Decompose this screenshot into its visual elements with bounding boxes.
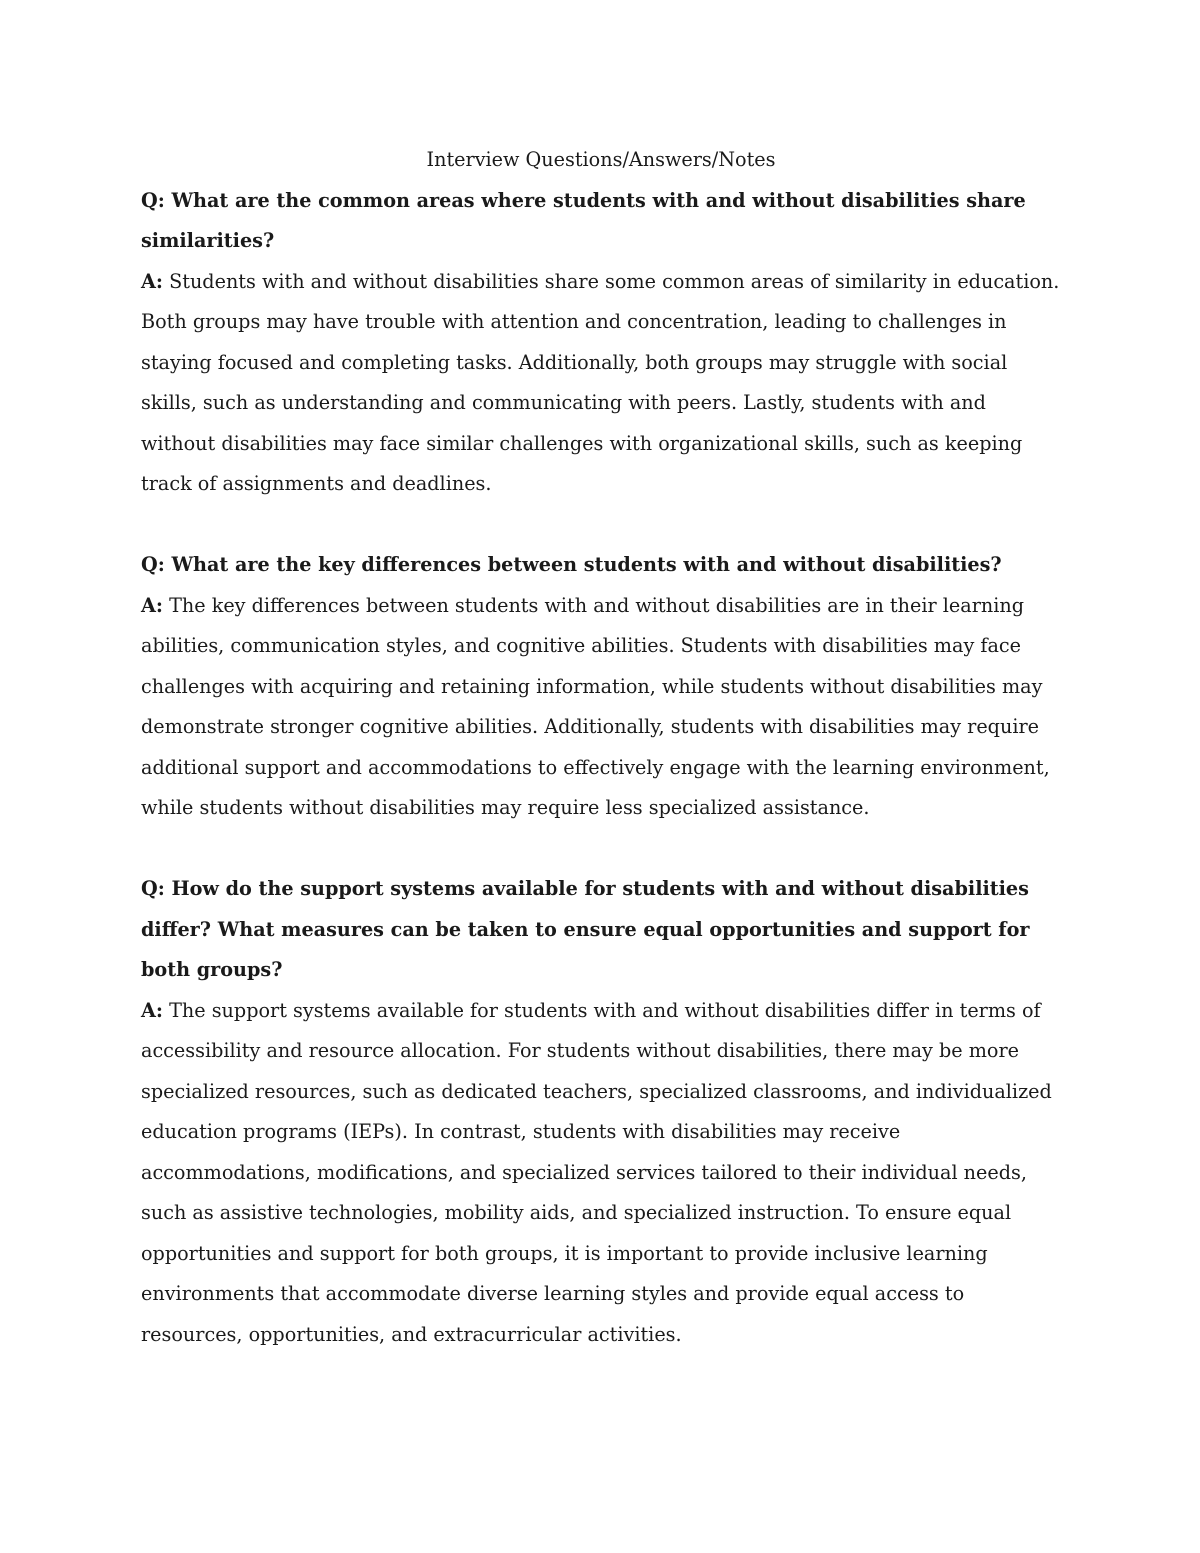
answer-text: The support systems available for students with and without disabilities differ in terms of accessibility and resource allocation. For students without disabilities, there may be more specialized resources, such as dedicated teachers, specialized classrooms, and individualized education programs (IEPs). In contrast, students with disabilities may receive accommodations, modifications, and specialized services tailored to their individual needs, such as assistive technologies, mobility aids, and specialized instruction. To ensure equal opportunities and support for both groups, it is important to provide inclusive learning environments that accommodate diverse learning styles and provide equal access to resources, opportunities, and extracurricular activities. — [141, 998, 1052, 1346]
qa-block-3 — [141, 869, 1061, 1355]
answer-label: A: — [141, 998, 163, 1022]
document-body — [141, 140, 1061, 1355]
question-text: How do the support systems available for students with and without disabilities differ? What measures can be taken to ensure equal opportunities and support for both groups? — [141, 877, 1030, 981]
qa-block-1 — [141, 181, 1061, 505]
question-text: What are the common areas where students with and without disabilities share similarities? — [141, 188, 1026, 252]
answer-2 — [141, 586, 1061, 829]
question-1 — [141, 181, 1061, 262]
question-label: Q: — [141, 188, 165, 212]
document-title: Interview Questions/Answers/Notes — [426, 148, 776, 171]
answer-label: A: — [141, 593, 163, 617]
question-label: Q: — [141, 553, 165, 576]
question-label: Q: — [141, 877, 165, 900]
answer-text: Students with and without disabilities share some common areas of similarity in education. Both groups may have trouble with attention and concentration, leading to challenges in staying focused and completing tasks. Additionally, both groups may struggle with social skills, such as understanding and communicating with peers. Lastly, students with and without disabilities may face similar challenges with organizational skills, such as keeping track of assignments and deadlines. — [141, 269, 1060, 495]
answer-label: A: — [141, 269, 163, 293]
qa-block-2 — [141, 545, 1061, 829]
question-2 — [141, 545, 1061, 586]
answer-text: The key differences between students with and without disabilities are in their learning abilities, communication styles, and cognitive abilities. Students with disabilities may face challenges with acquiring and retaining information, while students without disabilities may demonstrate stronger cognitive abilities. Additionally, students with disabilities may require additional support and accommodations to effectively engage with the learning environment, while students without disabilities may require less specialized assistance. — [141, 593, 1050, 819]
question-text: What are the key differences between students with and without disabilities? — [171, 553, 1002, 576]
answer-3 — [141, 991, 1061, 1356]
question-3 — [141, 869, 1061, 991]
answer-1 — [141, 262, 1061, 505]
